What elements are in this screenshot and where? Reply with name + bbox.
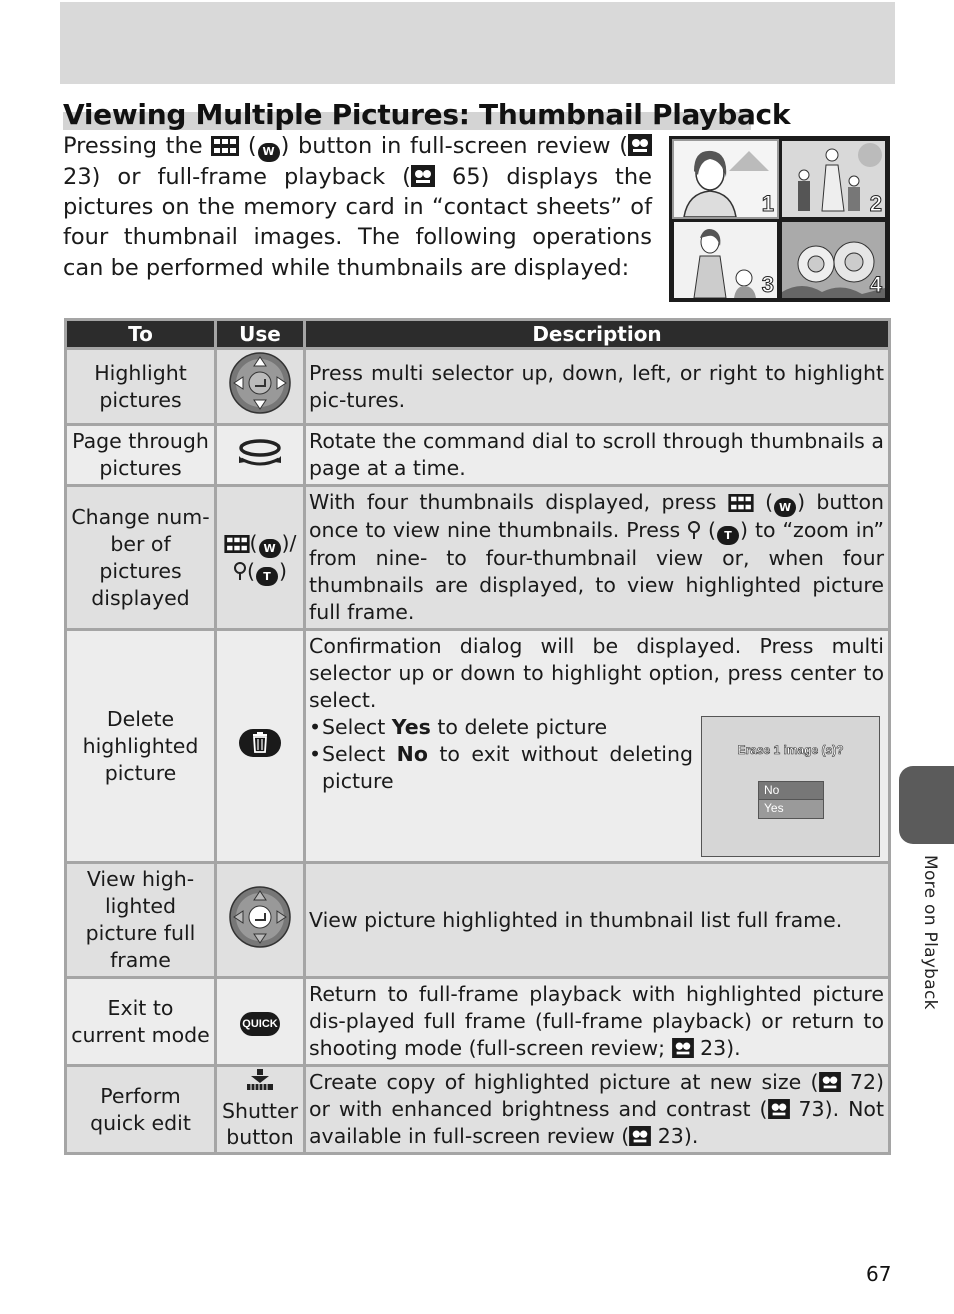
quick-button-icon: QUICK (240, 1012, 280, 1036)
desc-text: ) to “zoom in” from nine- to four-thumbnail view or, when four thumbnails are displayed, to view highlighted picture full frame. (309, 518, 884, 624)
shutter-icon (245, 1069, 275, 1091)
row-description: Press multi selector up, down, left, or right to highlight pic-tures. (306, 350, 888, 423)
column-header-description: Description (306, 321, 888, 347)
row-control (217, 979, 303, 1064)
dialog-option-no: No (759, 782, 823, 800)
trash-icon (239, 729, 281, 757)
row-description (306, 487, 888, 628)
row-action: Change num-ber of pictures displayed (67, 487, 214, 628)
intro-text-4: 23) or full-frame playback ( (63, 163, 411, 190)
row-action: Highlight pictures (67, 350, 214, 423)
page-reference-icon (411, 165, 435, 187)
page-reference-icon (819, 1072, 841, 1092)
table-row (67, 979, 888, 1064)
table-header-row (67, 321, 888, 347)
dialog-option-yes: Yes (764, 801, 784, 815)
multi-selector-icon (229, 352, 291, 414)
thumbnail-icon (728, 494, 754, 512)
use-text-paren: ( (247, 558, 255, 583)
thumbnail-4 (782, 222, 885, 298)
thumbnail-icon (211, 136, 239, 156)
page-title: Viewing Multiple Pictures: Thumbnail Playback (63, 98, 791, 131)
t-button-icon: T (717, 526, 739, 545)
desc-text: ( (765, 490, 774, 514)
operations-table (64, 318, 891, 1155)
bullet-keyword: Yes (391, 715, 431, 739)
zoom-in-line (220, 558, 300, 586)
desc-text: With four thumbnails displayed, press (309, 490, 717, 514)
thumbnail-number: 4 (869, 272, 882, 297)
row-action: View high-lighted picture full frame (67, 864, 214, 976)
shutter-button-label: Shutter button (221, 1099, 299, 1149)
w-button-icon: W (774, 498, 796, 517)
t-button-icon: T (256, 567, 278, 586)
intro-text-2: ( (247, 133, 257, 159)
bullet-text: to exit without deleting picture (322, 742, 693, 793)
row-description (306, 631, 888, 861)
row-control (217, 426, 303, 484)
table-row (67, 864, 888, 976)
list-item (309, 741, 884, 795)
table-row (67, 631, 888, 861)
use-text-paren: ( (249, 530, 258, 555)
column-header-to: To (67, 321, 214, 347)
row-description: Rotate the command dial to scroll through thumbnails a page at a time. (306, 426, 888, 484)
multi-selector-center-icon (229, 886, 291, 948)
thumbnail-number: 2 (869, 191, 882, 216)
desc-text: 73). Not available in full-screen review ( (309, 1097, 884, 1148)
desc-text: 72) or with enhanced brightness and contrast ( (309, 1070, 884, 1121)
list-item (309, 714, 884, 741)
section-tab-label: More on Playback (920, 855, 940, 1010)
intro-text-3: ) button in full-screen review ( (280, 133, 628, 159)
row-action: Page through pictures (67, 426, 214, 484)
header-band (60, 2, 895, 84)
page-reference-icon (672, 1038, 694, 1058)
table-row (67, 487, 888, 628)
w-button-icon: W (258, 143, 280, 162)
row-action: Delete highlighted picture (67, 631, 214, 861)
thumbnail-number: 1 (761, 191, 774, 216)
bullet-text: Select (322, 715, 392, 739)
delete-options-list (309, 714, 884, 795)
page-reference-icon (629, 1126, 651, 1146)
thumbnail-number: 3 (761, 272, 774, 297)
row-control (217, 864, 303, 976)
intro-text-5: 65) displays the pictures on the memory card in “contact sheets” of four thumbnail images. The following operations can be performed while thumbnails are displayed: (63, 163, 652, 281)
table-row (67, 1067, 888, 1152)
column-header-use: Use (217, 321, 303, 347)
title-block (63, 98, 790, 131)
desc-text: 23). (700, 1036, 741, 1060)
thumbnail-2 (782, 141, 885, 217)
thumbnail-contact-sheet (669, 136, 890, 302)
section-tab (899, 766, 954, 844)
command-dial-icon (237, 437, 283, 467)
w-button-icon: W (259, 539, 281, 558)
dialog-title: Erase 1 image (s)? (737, 743, 844, 757)
use-text-paren: ) (279, 558, 287, 583)
desc-text: 23). (657, 1124, 699, 1148)
row-description (306, 979, 888, 1064)
row-control (217, 350, 303, 423)
bullet-keyword: No (396, 742, 428, 766)
desc-text: Create copy of highlighted picture at new size ( (309, 1070, 819, 1094)
table-row (67, 426, 888, 484)
row-description: View picture highlighted in thumbnail list full frame. (306, 864, 888, 976)
intro-paragraph (63, 131, 652, 283)
row-control (217, 487, 303, 628)
intro-text-1: Pressing the (63, 133, 203, 159)
row-description (306, 1067, 888, 1152)
page-reference-icon (628, 134, 652, 156)
page-number: 67 (866, 1262, 892, 1286)
thumbnail-zoom-buttons-icon (220, 530, 300, 558)
desc-text: Confirmation dialog will be displayed. Press multi selector up or down to highlight option, press center to select. (309, 634, 884, 712)
desc-text: ( (708, 518, 717, 542)
desc-text: ) button once to view nine thumbnails. Press (309, 490, 884, 542)
bullet-text: Select (322, 742, 397, 766)
thumbnail-3 (674, 222, 777, 298)
page-reference-icon (768, 1099, 790, 1119)
table-row (67, 350, 888, 423)
thumbnail-1 (674, 141, 777, 217)
row-action: Perform quick edit (67, 1067, 214, 1152)
magnifier-icon (233, 561, 247, 581)
row-control (217, 1067, 303, 1152)
row-control (217, 631, 303, 861)
magnifier-icon (687, 520, 701, 540)
row-action: Exit to current mode (67, 979, 214, 1064)
bullet-text: to delete picture (430, 715, 608, 739)
desc-text: Return to full-frame playback with highlighted picture dis-played full frame (full-frame playback) or return to shooting mode (full-screen review; (309, 982, 884, 1060)
thumbnail-icon (224, 535, 250, 553)
use-text-paren: )/ (281, 530, 297, 555)
